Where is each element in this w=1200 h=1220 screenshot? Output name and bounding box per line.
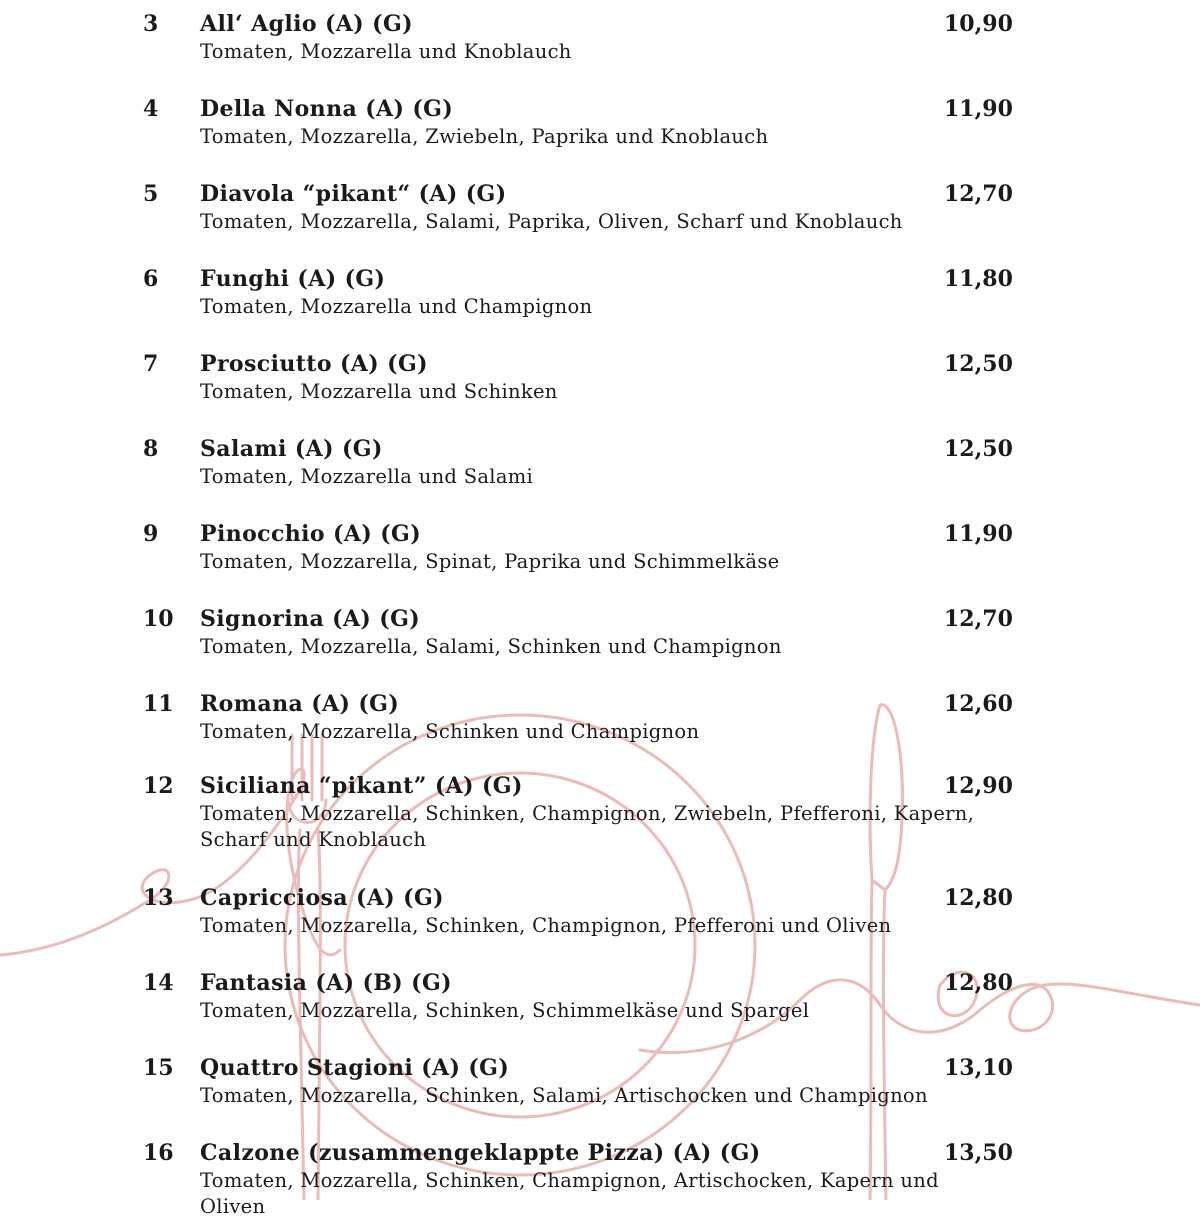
item-price: 12,50 xyxy=(944,436,1013,462)
item-name: Calzone (zusammengeklappte Pizza) (A) (G) xyxy=(200,1140,761,1166)
item-name: Quattro Stagioni (A) (G) xyxy=(200,1055,510,1081)
item-description: Tomaten, Mozzarella, Zwiebeln, Paprika und Knoblauch xyxy=(200,125,769,148)
item-description: Tomaten, Mozzarella, Schinken und Champignon xyxy=(200,720,700,743)
item-number: 6 xyxy=(143,266,159,292)
item-description: Tomaten, Mozzarella und Schinken xyxy=(200,380,558,403)
item-name: Salami (A) (G) xyxy=(200,436,383,462)
item-name: Pinocchio (A) (G) xyxy=(200,521,421,547)
item-name: Funghi (A) (G) xyxy=(200,266,386,292)
item-description: Tomaten, Mozzarella, Schinken, Champignon, Artischocken, Kapern und Oliven xyxy=(200,1169,939,1218)
item-price: 11,90 xyxy=(944,521,1013,547)
item-name: Capricciosa (A) (G) xyxy=(200,885,444,911)
item-price: 12,50 xyxy=(944,351,1013,377)
item-description: Tomaten, Mozzarella, Salami, Paprika, Oliven, Scharf und Knoblauch xyxy=(200,210,903,233)
item-description: Tomaten, Mozzarella, Schinken, Schimmelkäse und Spargel xyxy=(200,999,810,1022)
item-name: Diavola “pikant“ (A) (G) xyxy=(200,181,507,207)
item-price: 13,10 xyxy=(944,1055,1013,1081)
item-description: Tomaten, Mozzarella und Champignon xyxy=(200,295,593,318)
item-price: 12,90 xyxy=(944,773,1013,799)
item-name: Della Nonna (A) (G) xyxy=(200,96,454,122)
item-name: Prosciutto (A) (G) xyxy=(200,351,428,377)
item-price: 11,90 xyxy=(944,96,1013,122)
item-price: 13,50 xyxy=(944,1140,1013,1166)
item-name: Fantasia (A) (B) (G) xyxy=(200,970,452,996)
item-number: 8 xyxy=(143,436,159,462)
item-description: Tomaten, Mozzarella, Schinken, Champignon, Zwiebeln, Pfefferoni, Kapern, Scharf und Knoblauch xyxy=(200,802,975,851)
item-number: 4 xyxy=(143,96,159,122)
item-number: 12 xyxy=(143,773,174,799)
item-number: 5 xyxy=(143,181,159,207)
item-price: 11,80 xyxy=(944,266,1013,292)
item-number: 7 xyxy=(143,351,159,377)
item-description: Tomaten, Mozzarella, Spinat, Paprika und Schimmelkäse xyxy=(200,550,780,573)
item-number: 10 xyxy=(143,606,174,632)
item-price: 12,80 xyxy=(944,885,1013,911)
item-price: 12,70 xyxy=(944,181,1013,207)
item-price: 10,90 xyxy=(944,11,1013,37)
item-number: 13 xyxy=(143,885,174,911)
item-price: 12,60 xyxy=(944,691,1013,717)
item-name: Siciliana “pikant” (A) (G) xyxy=(200,773,523,799)
item-number: 9 xyxy=(143,521,159,547)
item-description: Tomaten, Mozzarella und Knoblauch xyxy=(200,40,572,63)
item-price: 12,80 xyxy=(944,970,1013,996)
item-number: 15 xyxy=(143,1055,174,1081)
item-description: Tomaten, Mozzarella, Schinken, Champignon, Pfefferoni und Oliven xyxy=(200,914,892,937)
item-number: 3 xyxy=(143,11,159,37)
item-name: Signorina (A) (G) xyxy=(200,606,421,632)
item-number: 14 xyxy=(143,970,174,996)
item-number: 16 xyxy=(143,1140,174,1166)
item-name: Romana (A) (G) xyxy=(200,691,400,717)
item-description: Tomaten, Mozzarella, Salami, Schinken und Champignon xyxy=(200,635,782,658)
item-price: 12,70 xyxy=(944,606,1013,632)
item-number: 11 xyxy=(143,691,174,717)
item-description: Tomaten, Mozzarella und Salami xyxy=(200,465,534,488)
item-description: Tomaten, Mozzarella, Schinken, Salami, Artischocken und Champignon xyxy=(200,1084,928,1107)
item-name: All‘ Aglio (A) (G) xyxy=(200,11,413,37)
